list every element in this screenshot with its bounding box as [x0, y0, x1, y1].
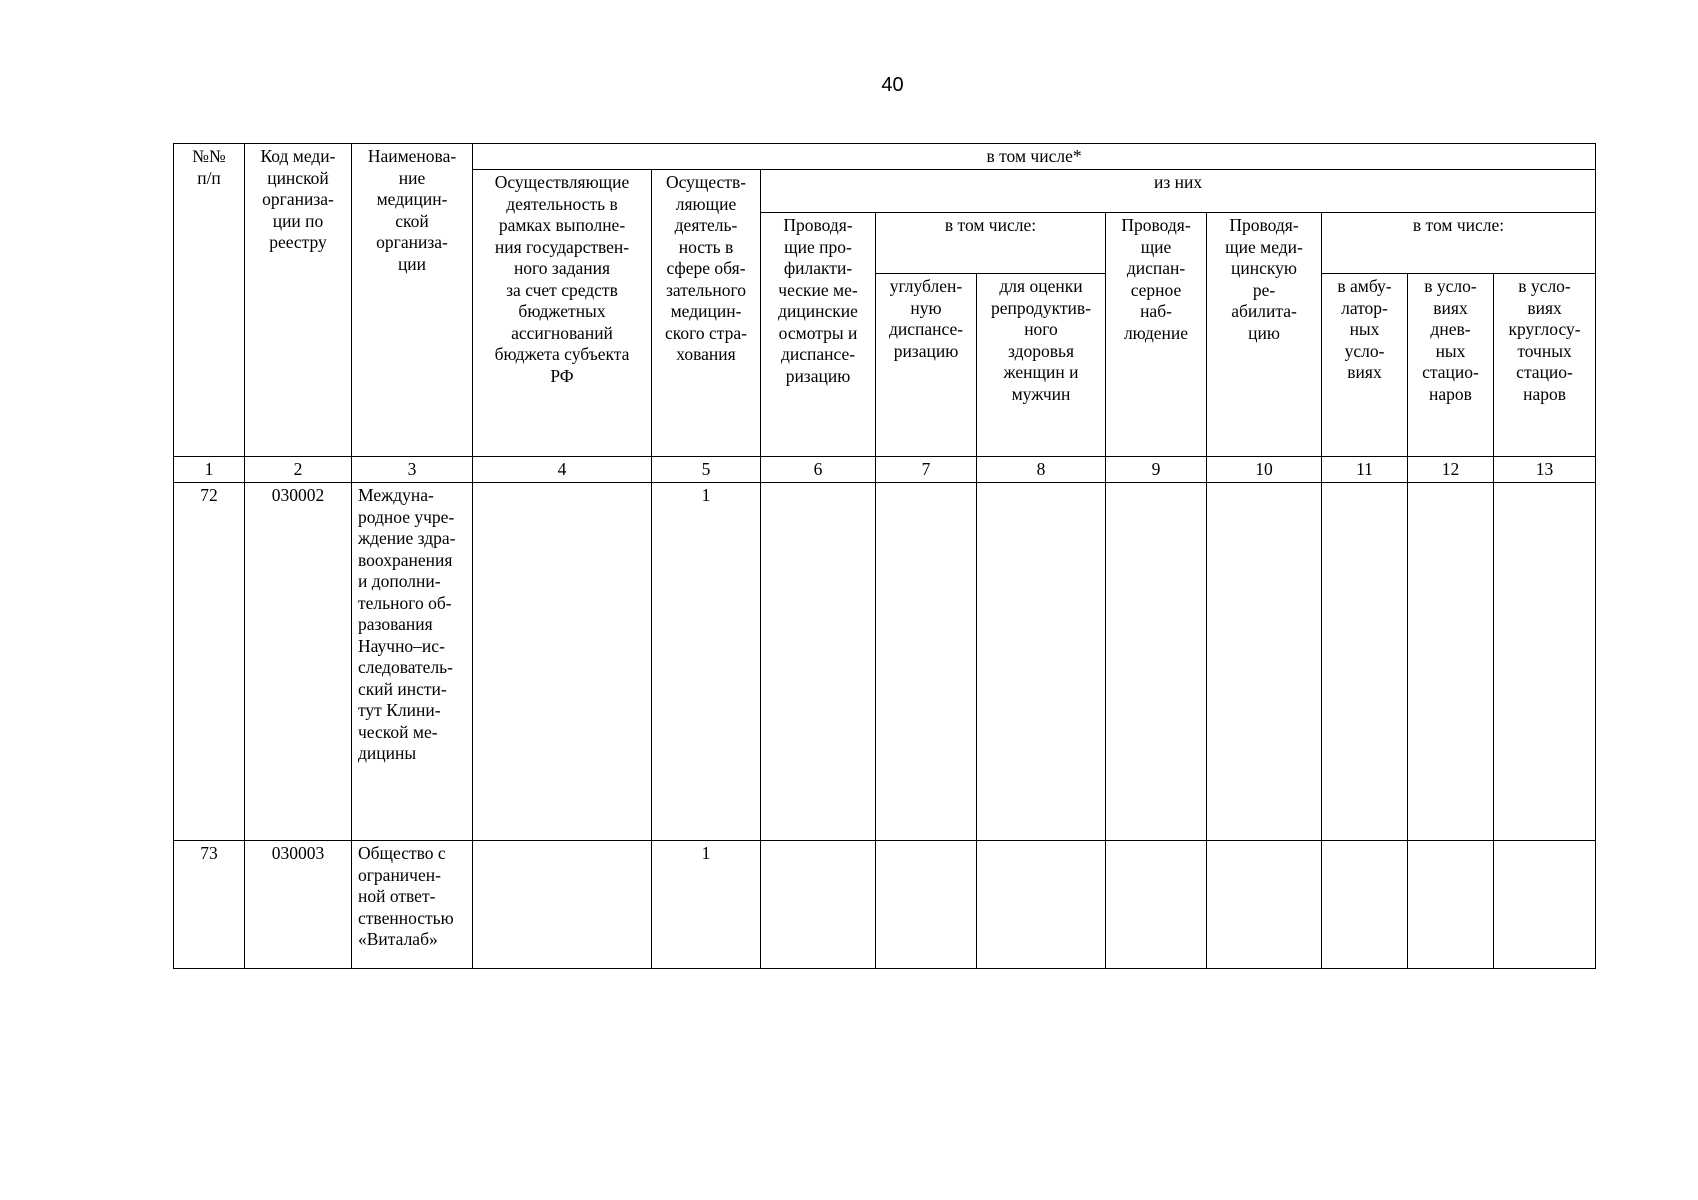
row-num: 73: [174, 841, 245, 969]
column-number: 8: [977, 457, 1106, 483]
header-including-a: в том числе:: [876, 213, 1106, 274]
row-cell-7: [876, 841, 977, 969]
header-row: [174, 144, 1596, 170]
row-cell-8: [977, 841, 1106, 969]
header-num: №№ п/п: [174, 144, 245, 457]
column-number: 12: [1408, 457, 1494, 483]
row-cell-4: [473, 483, 652, 841]
column-number: 2: [245, 457, 352, 483]
header-including-b: в том числе:: [1322, 213, 1596, 274]
header-amb: в амбу- латор- ных усло- виях: [1322, 274, 1408, 457]
header-repro: для оценки репродуктив- ного здоровья женщин и мужчин: [977, 274, 1106, 457]
row-org-name: Междуна- родное учре- ждение здра- воохранения и дополни- тельного об- разования Научно–ис- следователь- ский инсти- тут Клини- ческой ме- дицины: [352, 483, 473, 841]
row-cell-6: [761, 483, 876, 841]
row-cell-12: [1408, 841, 1494, 969]
column-number: 3: [352, 457, 473, 483]
column-number: 6: [761, 457, 876, 483]
column-number: 13: [1494, 457, 1596, 483]
column-number: 1: [174, 457, 245, 483]
registry-table: [173, 143, 1596, 969]
page-number: 40: [881, 74, 904, 96]
row-cell-13: [1494, 483, 1596, 841]
row-code: 030003: [245, 841, 352, 969]
header-rehab: Проводя- щие меди- цинскую ре- абилита- цию: [1207, 213, 1322, 457]
row-cell-7: [876, 483, 977, 841]
column-number: 11: [1322, 457, 1408, 483]
header-day: в усло- виях днев- ных стацио- наров: [1408, 274, 1494, 457]
table-row: [174, 841, 1596, 969]
row-num: 72: [174, 483, 245, 841]
row-cell-11: [1322, 841, 1408, 969]
row-cell-13: [1494, 841, 1596, 969]
row-code: 030002: [245, 483, 352, 841]
table-row: [174, 483, 1596, 841]
header-prof: Проводя- щие про- филакти- ческие ме- дицинские осмотры и диспансе- ризацию: [761, 213, 876, 457]
header-disp: Проводя- щие диспан- серное наб- людение: [1106, 213, 1207, 457]
header-round: в усло- виях круглосу- точных стацио- наров: [1494, 274, 1596, 457]
column-number: 5: [652, 457, 761, 483]
row-cell-5: 1: [652, 841, 761, 969]
column-number: 10: [1207, 457, 1322, 483]
column-number: 9: [1106, 457, 1207, 483]
column-number: 7: [876, 457, 977, 483]
header-budget: Осуществляющие деятельность в рамках выполне- ния государствен- ного задания за счет средств бюджетных ассигнований бюджета субъекта РФ: [473, 170, 652, 457]
header-deep: углублен- ную диспансе- ризацию: [876, 274, 977, 457]
row-cell-10: [1207, 483, 1322, 841]
row-cell-9: [1106, 841, 1207, 969]
header-of-them: из них: [761, 170, 1596, 213]
row-cell-6: [761, 841, 876, 969]
row-cell-12: [1408, 483, 1494, 841]
row-cell-8: [977, 483, 1106, 841]
row-cell-5: 1: [652, 483, 761, 841]
row-cell-4: [473, 841, 652, 969]
row-cell-11: [1322, 483, 1408, 841]
row-org-name: Общество с ограничен- ной ответ- ственностью «Виталаб»: [352, 841, 473, 969]
column-number: 4: [473, 457, 652, 483]
row-cell-9: [1106, 483, 1207, 841]
column-number-row: [174, 457, 1596, 483]
header-oms: Осуществ- ляющие деятель- ность в сфере обя- зательного медицин- ского стра- хования: [652, 170, 761, 457]
header-name: Наименова- ние медицин- ской организа- ции: [352, 144, 473, 457]
header-code: Код меди- цинской организа- ции по реестру: [245, 144, 352, 457]
header-including: в том числе*: [473, 144, 1596, 170]
row-cell-10: [1207, 841, 1322, 969]
